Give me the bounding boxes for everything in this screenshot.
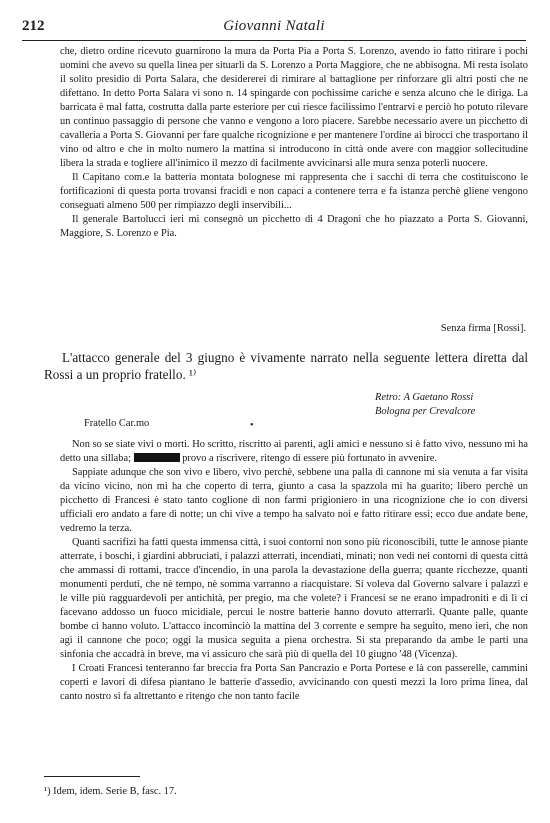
running-header xyxy=(22,18,526,38)
first-letter-paragraph: che, dietro ordine ricevuto guarnirono la mura da Porta Pia a Porta S. Lorenzo, avendo io fatto ritirare i pochi uomini che avevo su quella linea per situarli da S. Lorenzo a Porta Maggiore, che ne abbisogna. Mi resta isolato il solito presidio di Porta Salara, che desidererei di rimirare al battaglione per rinforzare gli altri posti che ne difettano. In detto Porta Salara vi sono n. 14 spingarde con pochissime cariche e senza alcuno che le diriga. La barricata è mal fatta, costrutta dalla parte esteriore per cui riesce facilissimo l'entrarvi e perciò ho potuto rilevare un continuo passaggio di persone che vanno e vengono a loro piacere. Sarebbe necessario avere un picchetto di cavalleria a Porta S. Giovanni per fare qualche ricognizione e per mantenere l'ordine ai birocci che trasportano il vino od altro e che in molto numero la mattina si introducono in città onde avere con maggior sollecitudine libera la strada e togliere all'inimico il mezzo di facilmente avvicinarsi alle mura senza poterli nuocere. xyxy=(60,46,528,169)
salutation: Fratello Car.mo xyxy=(84,418,150,429)
first-letter-body xyxy=(60,45,528,241)
second-letter-paragraph: Quanti sacrifizi ha fatti questa immensa città, i suoi contorni non sono più riconoscibili, tutte le annose piante atterrate, i boschi, i giardini abbruciati, i palazzi atterrati, incendiati, minati; non vedi nei contorni di questa città che ammassi di rottami, tracce d'incendio, in una parola la devastazione della guerra; quante ricchezze, quanti monumenti perduti, che nè tempo, nè somma varranno a riacquistare. Si voleva dal Governo salvare i palazzi e le ville più ragguardevoli per antichità, per pregio, ma che volete? i Francesi se ne erano impadroniti e di lì ci facevano addosso un fuoco micidiale, percui le nostre batterie hanno dovuto atterrarli. Quante palle, quante bombe ci hanno voluto. L'attacco incominciò la mattina del 3 corrente e sempre ha seguito, meno ieri, che non agì il cannone che poco; oggi la musica seguita a piena orchestra. Si sta preparando da ambe le parti una sinfonia che accadrà in breve, ma vi assicuro che sarà più di quella del 10 giugno '48 (Vicenza). xyxy=(60,537,528,660)
intro-paragraph xyxy=(44,349,528,383)
page-number: 212 xyxy=(22,18,45,34)
second-letter-paragraph: Sappiate adunque che son vivo e libero, vivo perchè, sebbene una palla di cannone mi sia venuta a far visita da vicino vicino, non mi ha che coperto di terra, giunto a casa la spazzola mi ha guarito; libero perchè un picchetto di Francesi è stato tanto coglione di non farmi prigioniero in una ricognizione che io con diversi ufficiali ero andato a fare di notte; un chi vive a tempo ha salvato noi e fatto ritirare essi; ecco due andate bene, vedremo la terza. xyxy=(60,467,528,534)
paragraph-text: Non so se siate vivi o morti. Ho scritto, riscritto ai parenti, agli amici e nessuno si è fatto vivo, nessuno mi ha detto una sillaba; xyxy=(60,439,528,464)
second-letter-paragraph: I Croati Francesi tenteranno far breccia fra Porta San Pancrazio e Porta Portese e là con passerelle, cammini coperti e lavori di difesa piantano le batterie d'assedio, avvicinando con questi mezzi la loro prima linea, dal canto nostro si fa altrettanto e ritengo che non tanto facile xyxy=(60,663,528,702)
second-letter-paragraph xyxy=(60,438,528,466)
letter-address xyxy=(375,391,475,419)
signature: Senza firma [Rossi]. xyxy=(440,323,526,334)
first-letter-paragraph: Il Capitano com.e la batteria montata bolognese mi rappresenta che i sacchi di terra che costituiscono le fortificazioni di questa porta trovansi fracidi e non capaci a contenere terra e fa istanza perchè gliene vengono conseguati almeno 500 per rimpiazzo degli inservibili... xyxy=(60,172,528,211)
address-line: Retro: A Gaetano Rossi xyxy=(375,392,474,403)
address-line: Bologna per Crevalcore xyxy=(375,406,476,417)
stray-mark: • xyxy=(250,420,254,431)
running-title: Giovanni Natali xyxy=(223,18,325,34)
second-letter-body xyxy=(60,438,528,704)
intro-text: L'attacco generale del 3 giugno è vivamente narrato nella seguente lettera diretta dal Rossi a un proprio fratello. ¹⁾ xyxy=(44,350,528,382)
footnote: ¹) Idem, idem. Serie B, fasc. 17. xyxy=(44,786,177,797)
paragraph-text: provo a riscrivere, ritengo di essere più fortunato in avvenire. xyxy=(182,453,437,464)
first-letter-paragraph: Il generale Bartolucci ieri mi consegnò un picchetto di 4 Dragoni che ho piazzato a Porta S. Giovanni, Maggiore, S. Lorenzo e Pia. xyxy=(60,214,528,239)
header-rule xyxy=(22,40,526,41)
redaction-bar xyxy=(134,453,180,462)
footnote-rule xyxy=(44,776,140,777)
